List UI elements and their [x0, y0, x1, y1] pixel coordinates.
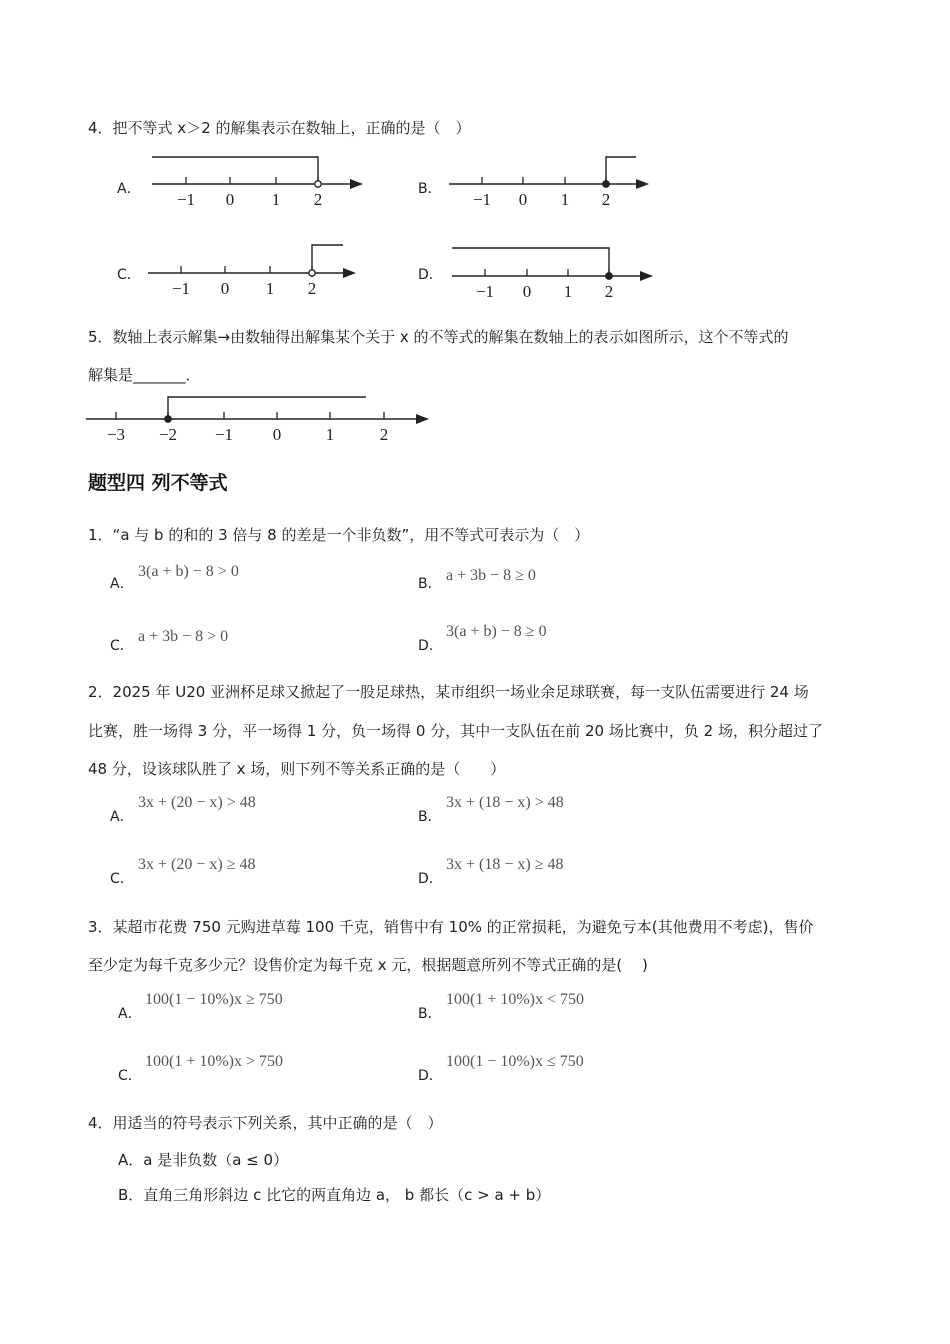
- q4-option-b-text: 直角三角形斜边 c 比它的两直角边 a， b 都长（c > a + b）: [143, 1186, 551, 1204]
- q4-prev-stem: 4．把不等式 x＞2 的解集表示在数轴上，正确的是（ ）: [88, 119, 471, 137]
- q4-prev-option-a-label: A．: [117, 181, 141, 197]
- q2-option-c-label: C．: [110, 871, 134, 887]
- q4-prev-option-b-label: B．: [418, 181, 442, 197]
- tick-label: 1: [325, 425, 335, 444]
- tick-label: 1: [265, 279, 275, 298]
- q3-option-d-label: D．: [418, 1068, 443, 1084]
- q5-prev-stem-line2: 解集是_______．: [88, 366, 201, 384]
- tick-label: 2: [604, 282, 614, 301]
- tick-label: 2: [601, 190, 611, 209]
- tick-label: 1: [560, 190, 570, 209]
- q1-option-b-label: B．: [418, 576, 442, 592]
- q2-line3: 48 分，设该球队胜了 x 场，则下列不等关系正确的是（ ）: [88, 760, 506, 778]
- q3-option-d-expr: 100(1 − 10%)x ≤ 750: [446, 1053, 584, 1070]
- solution-bracket: [452, 248, 609, 276]
- q2-option-d-label: D．: [418, 871, 443, 887]
- q3-option-b-label: B．: [418, 1006, 442, 1022]
- q4-option-a-label: A．: [118, 1151, 144, 1169]
- q3-option-a-expr: 100(1 − 10%)x ≥ 750: [145, 991, 283, 1008]
- q4-option-a-text: a 是非负数（a ≤ 0）: [143, 1151, 289, 1169]
- solution-bracket: [152, 157, 318, 184]
- tick-label: −1: [472, 190, 492, 209]
- tick-label: −1: [214, 425, 234, 444]
- tick-label: 0: [220, 279, 230, 298]
- axis-arrow: [343, 268, 356, 278]
- tick-label: −1: [475, 282, 495, 301]
- q4-stem: 4．用适当的符号表示下列关系，其中正确的是（ ）: [88, 1114, 443, 1132]
- tick-label: 2: [313, 190, 323, 209]
- q1-option-a-label: A．: [110, 576, 134, 592]
- q2-option-a-label: A．: [110, 809, 134, 825]
- q3-line1: 3．某超市花费 750 元购进草莓 100 千克，销售中有 10% 的正常损耗，为避免亏本(其他费用不考虑)，售价: [88, 918, 814, 936]
- tick-label: 0: [225, 190, 235, 209]
- solution-bracket: [168, 397, 366, 419]
- q1-option-c-expr: a + 3b − 8 > 0: [138, 628, 229, 645]
- axis-arrow: [640, 271, 653, 281]
- tick-label: −1: [171, 279, 191, 298]
- open-point: [309, 270, 315, 276]
- q3-option-c-expr: 100(1 + 10%)x > 750: [145, 1053, 284, 1070]
- q2-line1: 2．2025 年 U20 亚洲杯足球又掀起了一股足球热，某市组织一场业余足球联赛，每一支队伍需要进行 24 场: [88, 683, 809, 701]
- tick-label: −2: [158, 425, 178, 444]
- q2-line2: 比赛，胜一场得 3 分，平一场得 1 分，负一场得 0 分，其中一支队伍在前 20 场比赛中，负 2 场，积分超过了: [88, 722, 823, 740]
- q4-prev-option-d-label: D．: [418, 267, 443, 283]
- q1-option-a-expr: 3(a + b) − 8 > 0: [138, 563, 239, 580]
- q4-option-b: [118, 1185, 550, 1205]
- q2-option-d-expr: 3x + (18 − x) ≥ 48: [446, 856, 564, 873]
- tick-label: 0: [518, 190, 528, 209]
- q1-option-b-expr: a + 3b − 8 ≥ 0: [446, 567, 536, 584]
- q4-option-a: [118, 1150, 288, 1170]
- tick-label: 0: [272, 425, 282, 444]
- q3-option-c-label: C．: [118, 1068, 142, 1084]
- closed-point: [165, 416, 171, 422]
- q1-stem: 1．“a 与 b 的和的 3 倍与 8 的差是一个非负数”，用不等式可表示为（ ）: [88, 526, 590, 544]
- section-title: 题型四 列不等式: [88, 472, 228, 494]
- q1-option-c-label: C．: [110, 638, 134, 654]
- q2-option-b-expr: 3x + (18 − x) > 48: [446, 794, 564, 811]
- tick-label: 1: [271, 190, 281, 209]
- axis-arrow: [350, 179, 363, 189]
- closed-point: [603, 181, 609, 187]
- q1-option-d-label: D．: [418, 638, 443, 654]
- q3-line2: 至少定为每千克多少元？设售价定为每千克 x 元，根据题意所列不等式正确的是( ): [88, 956, 648, 974]
- axis-arrow: [416, 414, 429, 424]
- solution-bracket: [606, 157, 636, 184]
- tick-label: 2: [379, 425, 389, 444]
- axis-arrow: [636, 179, 649, 189]
- open-point: [315, 181, 321, 187]
- q1-option-d-expr: 3(a + b) − 8 ≥ 0: [446, 623, 547, 640]
- q5-prev-stem-line1: 5．数轴上表示解集→由数轴得出解集某个关于 x 的不等式的解集在数轴上的表示如图所示，这个不等式的: [88, 328, 789, 346]
- q4-prev-option-c-label: C．: [117, 267, 141, 283]
- solution-bracket: [312, 245, 343, 273]
- q2-option-a-expr: 3x + (20 − x) > 48: [138, 794, 256, 811]
- tick-label: −1: [176, 190, 196, 209]
- q2-option-c-expr: 3x + (20 − x) ≥ 48: [138, 856, 256, 873]
- tick-label: −3: [106, 425, 126, 444]
- q3-option-b-expr: 100(1 + 10%)x < 750: [446, 991, 585, 1008]
- q4-option-b-label: B．: [118, 1186, 144, 1204]
- tick-label: 1: [563, 282, 573, 301]
- q3-option-a-label: A．: [118, 1006, 142, 1022]
- q2-option-b-label: B．: [418, 809, 442, 825]
- tick-label: 0: [522, 282, 532, 301]
- tick-label: 2: [307, 279, 317, 298]
- closed-point: [606, 273, 612, 279]
